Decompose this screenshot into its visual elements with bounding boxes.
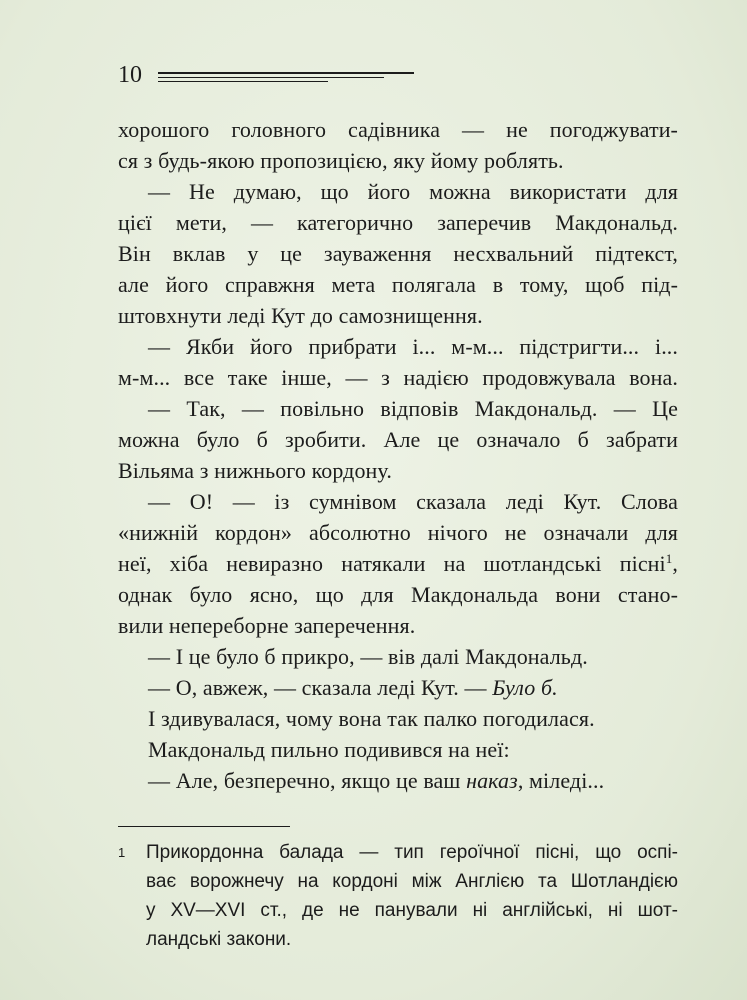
line-text: м-м... все таке інше, — з надією продовжувала вона. bbox=[118, 365, 678, 390]
text-line bbox=[118, 517, 678, 548]
line-text: — Не думаю, що його можна використати для bbox=[148, 179, 678, 204]
text-line bbox=[118, 548, 678, 579]
line-text: — І це було б прикро, — вів далі Макдональд. bbox=[148, 644, 588, 669]
line-text: однак було ясно, що для Макдональда вони стано- bbox=[118, 582, 678, 607]
text-line bbox=[118, 300, 678, 331]
footnote-reference: 1 bbox=[665, 551, 673, 566]
line-text: хорошого головного садівника — не погоджувати- bbox=[118, 117, 678, 142]
text-line bbox=[118, 176, 678, 207]
line-text: штовхнути леді Кут до самознищення. bbox=[118, 303, 483, 328]
header-rule-bottom bbox=[158, 81, 328, 82]
text-line bbox=[118, 486, 678, 517]
footnote-line: ває ворожнечу на кордоні між Англією та Шотландією bbox=[146, 871, 678, 892]
text-line bbox=[118, 238, 678, 269]
line-text: але його справжня мета полягала в тому, щоб під- bbox=[118, 272, 678, 297]
text-line bbox=[118, 672, 678, 703]
text-line bbox=[118, 393, 678, 424]
body-text bbox=[118, 114, 678, 796]
header-rule-top bbox=[158, 72, 414, 74]
line-text-tail: , bbox=[672, 551, 678, 576]
text-line bbox=[118, 641, 678, 672]
line-text: — Так, — повільно відповів Макдональд. — Це bbox=[148, 396, 678, 421]
line-text: — О, авжеж, — сказала леді Кут. — bbox=[148, 675, 487, 700]
line-text-tail: , міледі... bbox=[517, 768, 605, 793]
text-line bbox=[118, 455, 678, 486]
text-line bbox=[118, 362, 678, 393]
text-line bbox=[118, 703, 678, 734]
page-number: 10 bbox=[118, 62, 142, 88]
line-text: цієї мети, — категорично заперечив Макдональд. bbox=[118, 210, 678, 235]
line-text: Макдональд пильно подивився на неї: bbox=[148, 737, 510, 762]
footnote bbox=[118, 838, 678, 954]
text-line bbox=[118, 579, 678, 610]
text-line bbox=[118, 734, 678, 765]
line-text: — Якби його прибрати і... м-м... підстригти... і... bbox=[148, 334, 678, 359]
line-text: Вільяма з нижнього кордону. bbox=[118, 458, 392, 483]
italic-emphasis: Було б. bbox=[492, 675, 558, 700]
text-line bbox=[118, 610, 678, 641]
footnote-text bbox=[146, 838, 678, 954]
header-rule-middle bbox=[158, 77, 384, 78]
line-text: ся з будь-якою пропозицією, яку йому роблять. bbox=[118, 148, 564, 173]
line-text: можна було б зробити. Але це означало б забрати bbox=[118, 427, 678, 452]
italic-emphasis: наказ bbox=[466, 768, 518, 793]
footnote-rule bbox=[118, 826, 290, 827]
text-line bbox=[118, 424, 678, 455]
text-line bbox=[118, 765, 678, 796]
text-line bbox=[118, 114, 678, 145]
line-text: неї, хіба невиразно натякали на шотландські пісні bbox=[118, 551, 666, 576]
footnote-line: ландські закони. bbox=[146, 929, 292, 950]
line-text: Він вклав у це зауваження несхвальний підтекст, bbox=[118, 241, 678, 266]
footnote-line: Прикордонна балада — тип героїчної пісні, що оспі- bbox=[146, 842, 678, 863]
text-line bbox=[118, 207, 678, 238]
line-text: — О! — із сумнівом сказала леді Кут. Слова bbox=[148, 489, 678, 514]
line-text: «нижній кордон» абсолютно нічого не означали для bbox=[118, 520, 678, 545]
text-line bbox=[118, 145, 678, 176]
line-text: вили непереборне заперечення. bbox=[118, 613, 416, 638]
line-text: І здивувалася, чому вона так палко погодилася. bbox=[148, 706, 595, 731]
footnote-line: у XV—XVI ст., де не панували ні англійські, ні шот- bbox=[146, 900, 678, 921]
text-line bbox=[118, 269, 678, 300]
text-line bbox=[118, 331, 678, 362]
footnote-mark: 1 bbox=[118, 845, 126, 860]
line-text: — Але, безперечно, якщо це ваш bbox=[148, 768, 461, 793]
